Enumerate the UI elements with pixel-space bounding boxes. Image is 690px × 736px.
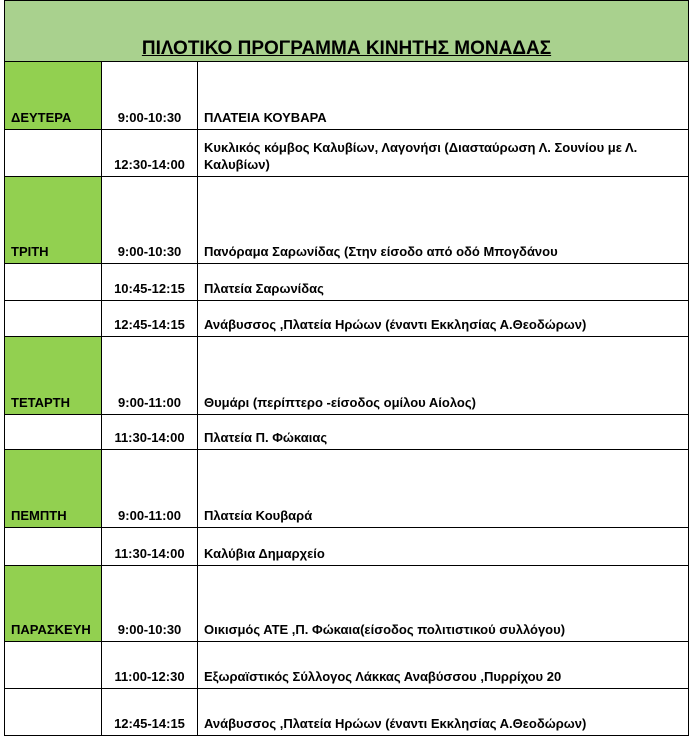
place-cell: Θυμάρι (περίπτερο -είσοδος ομίλου Αίολος) xyxy=(198,337,689,415)
time-cell: 12:45-14:15 xyxy=(102,301,198,337)
place-cell: Πλατεία Π. Φώκαιας xyxy=(198,415,689,450)
place-cell: Πλατεία Σαρωνίδας xyxy=(198,264,689,301)
time-cell: 12:45-14:15 xyxy=(102,689,198,736)
table-row xyxy=(5,62,689,130)
place-cell: Καλύβια Δημαρχείο xyxy=(198,528,689,566)
table-row xyxy=(5,301,689,337)
table-row xyxy=(5,130,689,177)
day-cell: ΤΕΤΑΡΤΗ xyxy=(5,337,102,415)
day-cell xyxy=(5,415,102,450)
table-row xyxy=(5,450,689,528)
day-cell xyxy=(5,689,102,736)
table-row xyxy=(5,566,689,642)
day-cell xyxy=(5,264,102,301)
day-cell: ΠΑΡΑΣΚΕΥΗ xyxy=(5,566,102,642)
day-cell xyxy=(5,130,102,177)
time-cell: 11:00-12:30 xyxy=(102,642,198,689)
table-row xyxy=(5,528,689,566)
place-cell: Οικισμός ΑΤΕ ,Π. Φώκαια(είσοδος πολιτιστικού συλλόγου) xyxy=(198,566,689,642)
day-cell: ΤΡΙΤΗ xyxy=(5,177,102,264)
time-cell: 9:00-11:00 xyxy=(102,450,198,528)
place-cell: Ανάβυσσος ,Πλατεία Ηρώων (έναντι Εκκλησίας Α.Θεοδώρων) xyxy=(198,689,689,736)
place-cell: Εξωραϊστικός Σύλλογος Λάκκας Αναβύσσου ,Πυρρίχου 20 xyxy=(198,642,689,689)
time-cell: 9:00-10:30 xyxy=(102,177,198,264)
table-row xyxy=(5,415,689,450)
day-cell xyxy=(5,642,102,689)
day-cell: ΔΕΥΤΕΡΑ xyxy=(5,62,102,130)
day-cell xyxy=(5,301,102,337)
day-cell xyxy=(5,528,102,566)
place-cell: Πανόραμα Σαρωνίδας (Στην είσοδο από οδό Μπογδάνου xyxy=(198,177,689,264)
place-cell: ΠΛΑΤΕΙΑ ΚΟΥΒΑΡΑ xyxy=(198,62,689,130)
table-row xyxy=(5,264,689,301)
time-cell: 10:45-12:15 xyxy=(102,264,198,301)
title-row xyxy=(5,1,689,62)
page-title: ΠΙΛΟΤΙΚΟ ΠΡΟΓΡΑΜΜΑ ΚΙΝΗΤΗΣ ΜΟΝΑΔΑΣ xyxy=(141,38,552,59)
table-row xyxy=(5,177,689,264)
time-cell: 12:30-14:00 xyxy=(102,130,198,177)
table-row xyxy=(5,689,689,736)
time-cell: 11:30-14:00 xyxy=(102,528,198,566)
day-cell: ΠΕΜΠΤΗ xyxy=(5,450,102,528)
time-cell: 9:00-10:30 xyxy=(102,566,198,642)
table-row xyxy=(5,642,689,689)
time-cell: 9:00-11:00 xyxy=(102,337,198,415)
place-cell: Κυκλικός κόμβος Καλυβίων, Λαγονήσι (Διασταύρωση Λ. Σουνίου με Λ. Καλυβίων) xyxy=(198,130,689,177)
time-cell: 9:00-10:30 xyxy=(102,62,198,130)
schedule-table xyxy=(4,0,689,736)
table-row xyxy=(5,337,689,415)
place-cell: Ανάβυσσος ,Πλατεία Ηρώων (έναντι Εκκλησίας Α.Θεοδώρων) xyxy=(198,301,689,337)
time-cell: 11:30-14:00 xyxy=(102,415,198,450)
title-cell xyxy=(5,1,689,62)
place-cell: Πλατεία Κουβαρά xyxy=(198,450,689,528)
